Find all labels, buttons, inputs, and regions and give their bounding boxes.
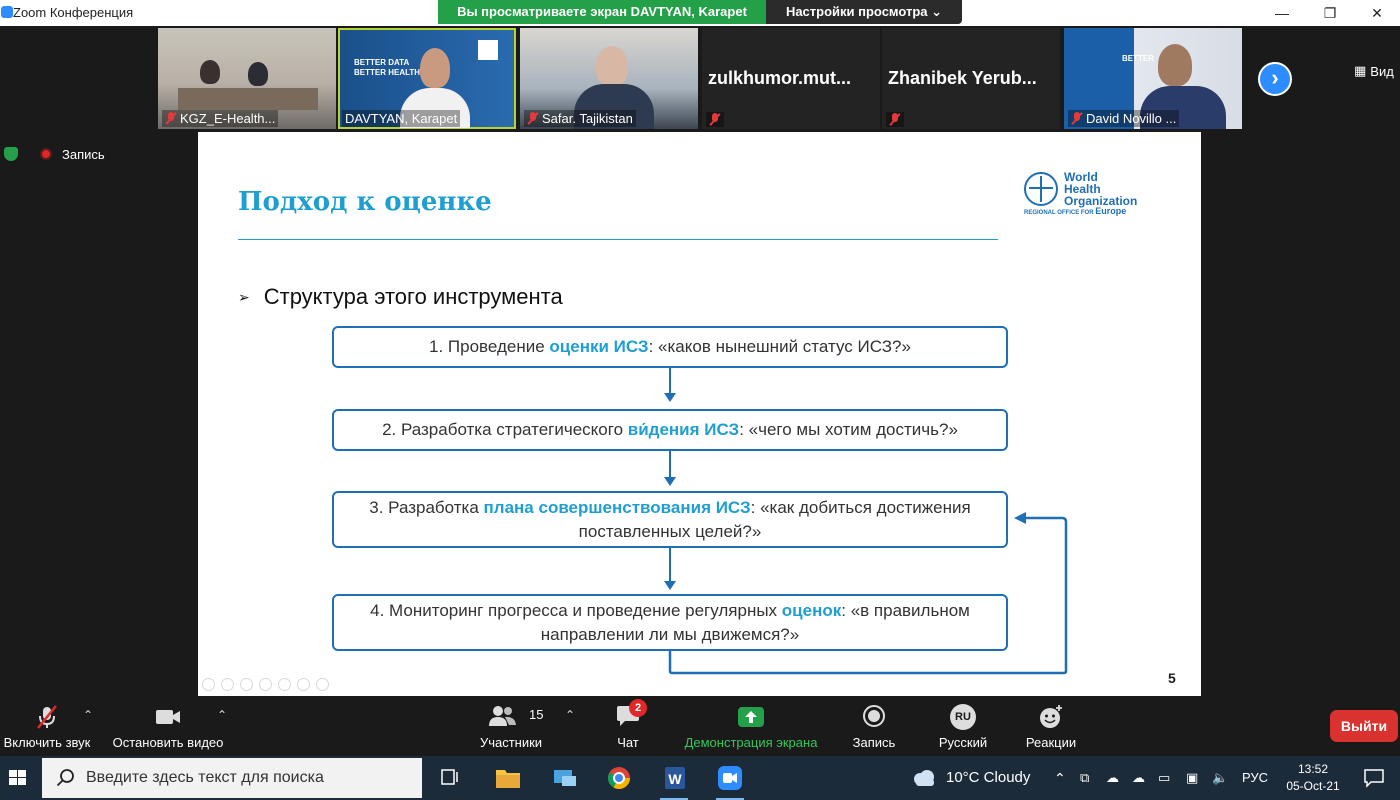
chevron-down-icon: ⌄ <box>931 4 943 19</box>
slides-icon[interactable] <box>259 678 272 691</box>
task-view-icon[interactable] <box>428 760 472 796</box>
stop-video-label: Остановить видео <box>112 735 224 750</box>
participant-figure <box>1158 44 1192 86</box>
subtitle-icon[interactable] <box>297 678 310 691</box>
mic-muted-icon <box>709 113 721 126</box>
keyboard-language[interactable]: РУС <box>1242 770 1269 785</box>
zoom-icon[interactable] <box>278 678 291 691</box>
feedback-loop-arrow <box>198 132 1201 696</box>
participants-label: Участники <box>479 735 543 750</box>
record-indicator-icon <box>40 148 52 160</box>
participant-name: DAVTYAN, Karapet <box>342 110 460 127</box>
clock-date: 05-Oct-21 <box>1286 779 1340 793</box>
unmute-button[interactable] <box>0 696 94 756</box>
more-icon[interactable] <box>316 678 329 691</box>
language-button[interactable] <box>928 696 998 756</box>
participant-mic <box>706 112 724 127</box>
zoom-app-icon <box>1 6 13 18</box>
view-settings-label: Настройки просмотра <box>785 4 928 19</box>
tray-app-icon[interactable]: ⧉ <box>1080 770 1090 785</box>
arrow-bullet-icon: ➢ <box>238 288 250 305</box>
mic-muted-icon <box>889 113 901 126</box>
video-tile-kgz[interactable] <box>158 28 336 129</box>
video-tile-zhanibek[interactable] <box>882 28 1060 129</box>
slide-page-number: 5 <box>1168 670 1176 686</box>
stop-video-button[interactable] <box>108 696 228 756</box>
windows-taskbar <box>0 756 1400 800</box>
meeting-toolbar <box>0 696 1400 756</box>
share-screen-button[interactable] <box>678 696 824 756</box>
title-bar <box>0 0 1400 26</box>
video-strip <box>0 26 1400 132</box>
weather-text[interactable]: 10°C Cloudy <box>946 769 1031 786</box>
clock-time: 13:52 <box>1297 762 1329 776</box>
bullet-text: Структура этого инструмента <box>263 284 563 309</box>
audio-options-caret-icon[interactable]: ⌃ <box>83 708 94 722</box>
participant-figure <box>248 62 268 86</box>
participant-figure <box>200 60 220 84</box>
logo-text: BETTER DATA BETTER HEALTH <box>354 58 421 77</box>
chat-button[interactable] <box>600 696 656 756</box>
reactions-button[interactable] <box>1018 696 1084 756</box>
notifications-icon[interactable] <box>1362 768 1386 788</box>
shield-icon[interactable] <box>4 147 18 161</box>
reactions-label: Реакции <box>1025 735 1077 750</box>
system-clock[interactable] <box>1278 761 1348 795</box>
close-icon[interactable]: ✕ <box>1371 5 1383 21</box>
video-options-caret-icon[interactable]: ⌃ <box>217 708 228 722</box>
view-button[interactable] <box>1354 63 1394 79</box>
view-label: Вид <box>1370 63 1394 79</box>
mic-muted-icon <box>527 112 539 125</box>
participants-count: 15 <box>529 707 544 722</box>
svg-text:W: W <box>668 771 682 787</box>
participants-icon <box>488 704 518 728</box>
taskbar-search-input[interactable] <box>42 758 422 798</box>
who-region: REGIONAL OFFICE FOR Europe <box>1024 206 1127 216</box>
step-box-4: 4. Мониторинг прогресса и проведение регулярных оценок: «в правильном направлении ли мы движемся?» <box>332 594 1008 651</box>
record-label: Запись <box>852 735 896 750</box>
prev-slide-icon[interactable] <box>202 678 215 691</box>
who-name: World Health Organization <box>1064 170 1138 208</box>
chrome-icon[interactable] <box>597 760 641 796</box>
zoom-taskbar-icon[interactable] <box>708 760 752 796</box>
share-screen-label: Демонстрация экрана <box>684 735 818 750</box>
language-label: Русский <box>938 735 988 750</box>
participant-figure <box>420 48 450 88</box>
unmute-label: Включить звук <box>3 735 91 750</box>
shared-slide <box>198 132 1201 696</box>
windows-start-icon[interactable] <box>0 756 36 800</box>
table-shape <box>178 88 318 110</box>
mic-muted-icon <box>1071 112 1083 125</box>
slide-navigation-tools <box>202 678 329 691</box>
network-icon[interactable]: ▣ <box>1186 770 1199 785</box>
chat-badge: 2 <box>629 699 647 717</box>
language-icon: RU <box>950 704 976 730</box>
minimize-icon[interactable]: — <box>1275 5 1289 21</box>
participant-name: David Novillo ... <box>1068 110 1179 127</box>
play-icon[interactable] <box>221 678 234 691</box>
recording-label: Запись <box>62 147 105 162</box>
step-box-3: 3. Разработка плана совершенствования ИСЗ: «как добиться достижения поставленных целей?» <box>332 491 1008 548</box>
search-icon <box>56 768 76 788</box>
participant-display-name: zulkhumor.mut... <box>708 68 852 88</box>
word-icon[interactable] <box>652 760 696 796</box>
participant-name: KGZ_E-Health... <box>162 110 278 127</box>
tray-cloud-icon[interactable]: ☁ <box>1132 770 1145 785</box>
logo-text: BETTER <box>1122 54 1154 63</box>
window-title: Zoom Конференция <box>13 5 134 20</box>
battery-icon[interactable]: ▭ <box>1158 770 1171 785</box>
slide-title: Подход к оценке <box>238 187 492 217</box>
record-button[interactable] <box>842 696 906 756</box>
view-settings-button[interactable] <box>766 0 962 24</box>
step-box-1: 1. Проведение оценки ИСЗ: «каков нынешний статус ИСЗ?» <box>332 326 1008 368</box>
video-tile-safar[interactable] <box>520 28 698 129</box>
app-icon-devices[interactable] <box>542 760 586 796</box>
share-banner: Вы просматриваете экран DAVTYAN, Karapet <box>438 0 766 24</box>
video-tile-david[interactable] <box>1064 28 1242 129</box>
participants-caret-icon[interactable]: ⌃ <box>565 708 576 722</box>
mic-muted-icon <box>34 704 60 730</box>
search-placeholder: Введите здесь текст для поиска <box>86 769 324 786</box>
participants-button[interactable] <box>470 696 552 756</box>
tray-chevron-icon[interactable]: ⌃ <box>1054 770 1066 786</box>
pen-icon[interactable] <box>240 678 253 691</box>
restore-icon[interactable]: ❐ <box>1323 5 1337 21</box>
mic-muted-icon <box>165 112 177 125</box>
volume-icon[interactable]: 🔈 <box>1212 770 1229 785</box>
participant-name: Safar. Tajikistan <box>524 110 636 127</box>
participant-figure <box>596 46 628 86</box>
onedrive-icon[interactable]: ☁ <box>1106 770 1119 785</box>
video-tile-davtyan[interactable] <box>338 28 516 129</box>
camera-icon <box>154 706 182 728</box>
participant-mic <box>886 112 904 127</box>
participant-display-name: Zhanibek Yerub... <box>888 68 1037 88</box>
chat-label: Чат <box>617 735 639 750</box>
step-box-2: 2. Разработка стратегического ви́дения ИСЗ: «чего мы хотим достичь?» <box>332 409 1008 451</box>
reactions-icon <box>1038 704 1064 730</box>
share-screen-icon <box>737 706 765 728</box>
cloud-icon <box>910 768 938 788</box>
file-explorer-icon[interactable] <box>486 760 530 796</box>
leave-meeting-button[interactable]: Выйти <box>1330 710 1398 742</box>
video-tile-zulkhumor[interactable] <box>702 28 880 129</box>
next-page-button[interactable]: › <box>1258 62 1292 96</box>
qr-code-icon <box>478 40 498 60</box>
record-icon <box>862 704 886 728</box>
grid-icon: ▦ <box>1354 63 1367 78</box>
